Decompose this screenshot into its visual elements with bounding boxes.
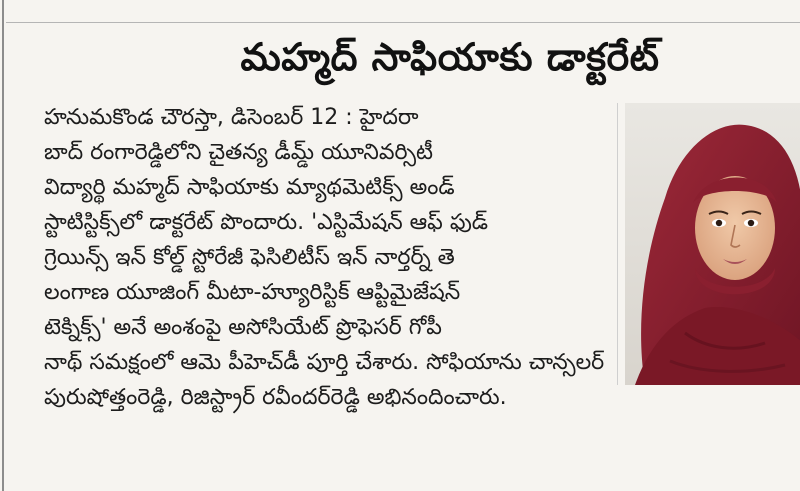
article-line: స్టాటిస్టిక్స్‌లో డాక్టరేట్ పొందారు. 'ఎస్టిమేషన్ ఆఫ్ ఫుడ్	[44, 210, 489, 235]
divider	[6, 22, 800, 23]
article-line: విద్యార్థి మహ్మద్ సాఫియాకు మ్యాథమెటిక్స్ అండ్	[44, 175, 455, 200]
column-rule	[2, 0, 4, 491]
article-line: లంగాణ యూజింగ్ మీటా-హ్యూరిస్టిక్ ఆప్టిమైజేషన్	[44, 280, 461, 305]
article-line: గ్రెయిన్స్ ఇన్ కోల్డ్ స్టోరేజీ ఫెసిలిటీస్ ఇన్ నార్తర్న్ తె	[44, 245, 455, 270]
article-line: హనుమకొండ చౌరస్తా, డిసెంబర్ 12 : హైదరా	[44, 105, 419, 130]
article-line: నాథ్ సమక్షంలో ఆమె పీహెచ్‌డీ పూర్తి చేశారు. సోఫియాను చాన్సలర్	[44, 350, 605, 375]
article-line: పురుషోత్తంరెడ్డి, రిజిస్ట్రార్ రవీందర్‌రెడ్డి అభినందించారు.	[44, 385, 507, 410]
article-line: టెక్నిక్స్' అనే అంశంపై అసోసియేట్ ప్రొఫెసర్ గోపీ	[44, 315, 442, 340]
headline: మహ్మద్ సాఫియాకు డాక్టరేట్	[240, 35, 660, 79]
photo-border	[617, 103, 618, 385]
article-line: బాద్ రంగారెడ్డిలోని చైతన్య డీమ్డ్ యూనివర్సిటీ	[44, 140, 433, 165]
portrait-photo	[625, 103, 800, 385]
